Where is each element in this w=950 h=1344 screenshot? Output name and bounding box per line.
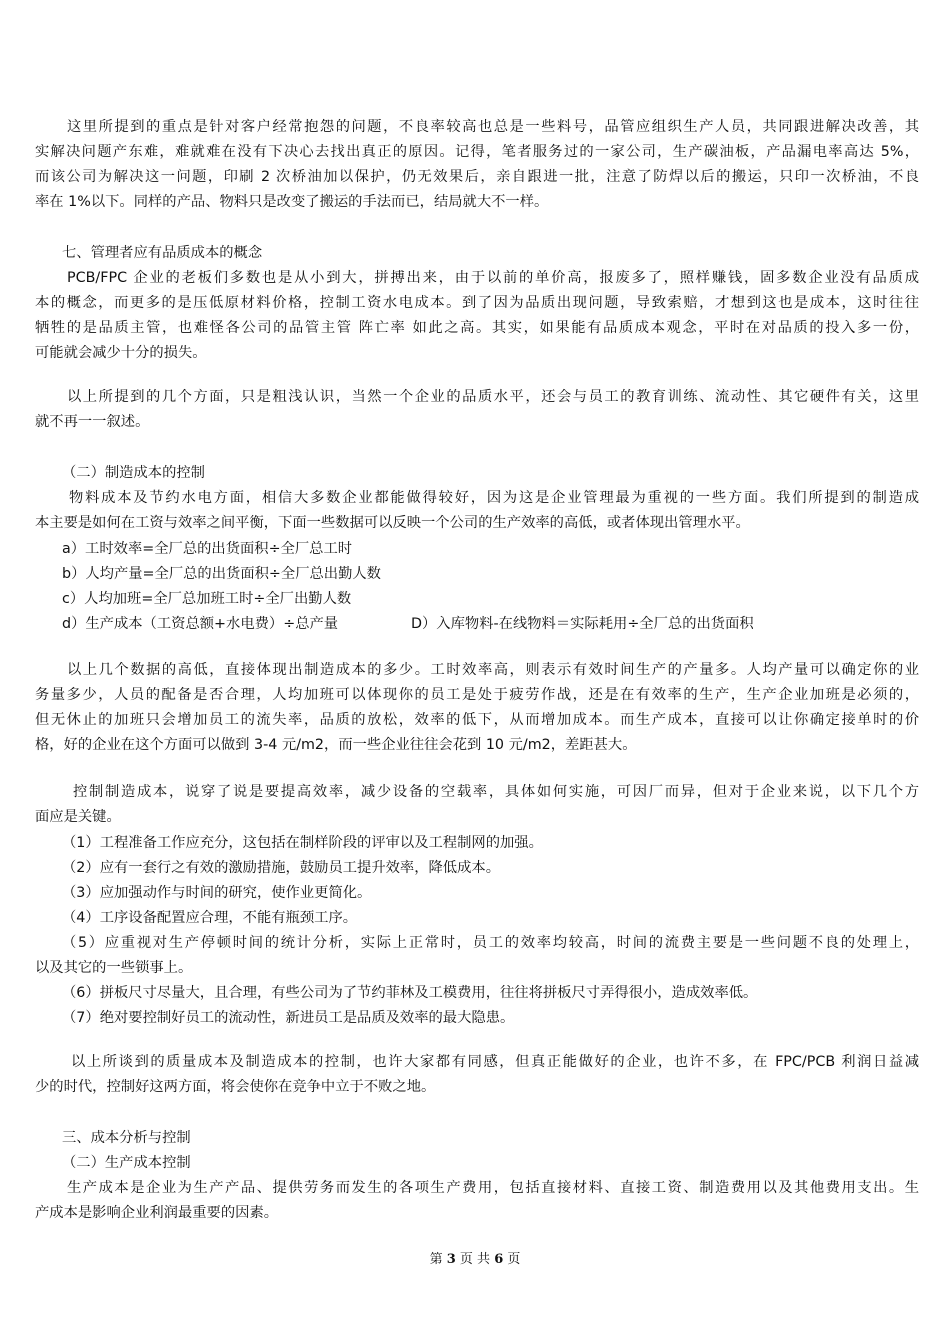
paragraph-control-manufacturing [35, 780, 919, 830]
text-line: 实解决问题产东难，难就难在没有下决心去找出真正的原因。记得，笔者服务过的一家公司，生产碳油板，产品漏电率高达 5%， [35, 144, 919, 160]
text-line: 这里所提到的重点是针对客户经常抱怨的问题，不良率较高也总是一些料号，品管应组织生产人员，共同跟进解决改善，其 [67, 119, 919, 135]
text-line: 而该公司为解决这一问题，印刷 2 次桥油加以保护，仍无效果后，亲自跟进一批，注意了防焊以后的搬运，只印一次桥油，不良 [35, 169, 919, 185]
formula-production-cost: d）生产成本（工资总额+水电费）÷总产量 [62, 616, 339, 632]
list-item: （3）应加强动作与时间的研究，使作业更简化。 [62, 885, 372, 901]
list-item: （2）应有一套行之有效的激励措施，鼓励员工提升效率，降低成本。 [62, 860, 500, 876]
page-footer [0, 1248, 950, 1267]
section-heading-quality-cost: 七、管理者应有品质成本的概念 [62, 245, 263, 261]
list-item-continuation: 以及其它的一些锁事上。 [35, 960, 193, 976]
text-line: 以上所谈到的质量成本及制造成本的控制，也许大家都有同感，但真正能做好的企业，也许不多，在 FPC/PCB 利润日益减 [71, 1054, 919, 1070]
list-key-measures-cont [62, 981, 919, 1031]
text-line: 以上几个数据的高低，直接体现出制造成本的多少。工时效率高，则表示有效时间生产的产量多。人均产量可以确定你的业 [67, 662, 919, 678]
paragraph-quality-cost [35, 266, 919, 366]
paragraph-manufacturing-intro [35, 486, 919, 536]
text-line: 物料成本及节约水电方面，相信大多数企业都能做得较好，因为这是企业管理最为重视的一些方面。我们所提到的制造成 [69, 490, 919, 506]
text-line: 生产成本是企业为生产产品、提供劳务而发生的各项生产费用，包括直接材料、直接工资、制造费用以及其他费用支出。生 [67, 1180, 919, 1196]
footer-prefix: 第 [429, 1252, 443, 1267]
text-line: 务量多少，人员的配备是否合理，人均加班可以体现你的员工是处于疲劳作战，还是在有效率的生产，生产企业加班是必须的， [35, 687, 919, 703]
formula-output-per-person: b）人均产量=全厂总的出货面积÷全厂总出勤人数 [62, 566, 381, 582]
text-line: PCB/FPC 企业的老板们多数也是从小到大，拼搏出来，由于以前的单价高，报废多了，照样赚钱，固多数企业没有品质成 [67, 270, 919, 286]
paragraph-customer-complaints [35, 115, 919, 215]
footer-mid: 页 共 [459, 1252, 491, 1267]
list-item: （4）工序设备配置应合理，不能有瓶颈工序。 [62, 910, 358, 926]
paragraph-summary [35, 385, 919, 435]
section-heading-cost-analysis: 三、成本分析与控制 [62, 1130, 191, 1146]
paragraph-data-analysis [35, 658, 919, 758]
formula-labor-efficiency: a）工时效率=全厂总的出货面积÷全厂总工时 [62, 541, 353, 557]
text-line: 率在 1%以下。同样的产品、物料只是改变了搬运的手法而已，结局就大不一样。 [35, 194, 549, 210]
current-page-number: 3 [446, 1252, 456, 1267]
formula-material-consumption: D）入库物料-在线物料＝实际耗用÷全厂总的出货面积 [411, 616, 754, 632]
text-line: 面应是关键。 [35, 809, 121, 825]
text-line: 以上所提到的几个方面，只是粗浅认识，当然一个企业的品质水平，还会与员工的教育训练、流动性、其它硬件有关，这里 [67, 389, 919, 405]
text-line: 控制制造成本，说穿了说是要提高效率，减少设备的空载率，具体如何实施，可因厂而异，但对于企业来说，以下几个方 [73, 784, 919, 800]
text-line: 就不再一一叙述。 [35, 414, 150, 430]
text-line: 格，好的企业在这个方面可以做到 3-4 元/m2，而一些企业往往会花到 10 元/m2，差距甚大。 [35, 737, 637, 753]
text-line: 少的时代，控制好这两方面，将会使你在竞争中立于不败之地。 [35, 1079, 436, 1095]
section-heading-manufacturing-cost: （二）制造成本的控制 [62, 465, 205, 481]
list-key-measures [62, 831, 919, 956]
text-line: 产成本是影响企业利润最重要的因素。 [35, 1205, 279, 1221]
paragraph-production-cost [35, 1176, 919, 1226]
text-line: 本的概念，而更多的是压低原材料价格，控制工资水电成本。到了因为品质出现问题，导致索赔，才想到这也是成本，这时往往 [35, 295, 919, 311]
paragraph-conclusion [35, 1050, 919, 1100]
footer-suffix: 页 [507, 1252, 521, 1267]
list-item: （7）绝对要控制好员工的流动性，新进员工是品质及效率的最大隐患。 [62, 1010, 515, 1026]
list-item: （6）拼板尺寸尽量大，且合理，有些公司为了节约菲林及工模费用，往往将拼板尺寸弄得很小，造成效率低。 [62, 985, 758, 1001]
formula-overtime-per-person: c）人均加班=全厂总加班工时÷全厂出勤人数 [62, 591, 352, 607]
section-heading-production-cost: （二）生产成本控制 [62, 1155, 191, 1171]
text-line: 牺牲的是品质主管，也难怪各公司的品管主管 阵亡率 如此之高。其实，如果能有品质成本观念，平时在对品质的投入多一份， [35, 320, 919, 336]
list-item: （1）工程准备工作应充分，这包括在制样阶段的评审以及工程制网的加强。 [62, 835, 543, 851]
text-line: 但无休止的加班只会增加员工的流失率，品质的放松，效率的低下，从而增加成本。而生产成本，直接可以让你确定接单时的价 [35, 712, 919, 728]
total-page-count: 6 [494, 1252, 504, 1267]
text-line: 本主要是如何在工资与效率之间平衡，下面一些数据可以反映一个公司的生产效率的高低，或者体现出管理水平。 [35, 515, 750, 531]
text-line: 可能就会减少十分的损失。 [35, 345, 207, 361]
list-item: （5）应重视对生产停顿时间的统计分析，实际上正常时，员工的效率均较高，时间的流费主要是一些问题不良的处理上， [62, 935, 919, 951]
